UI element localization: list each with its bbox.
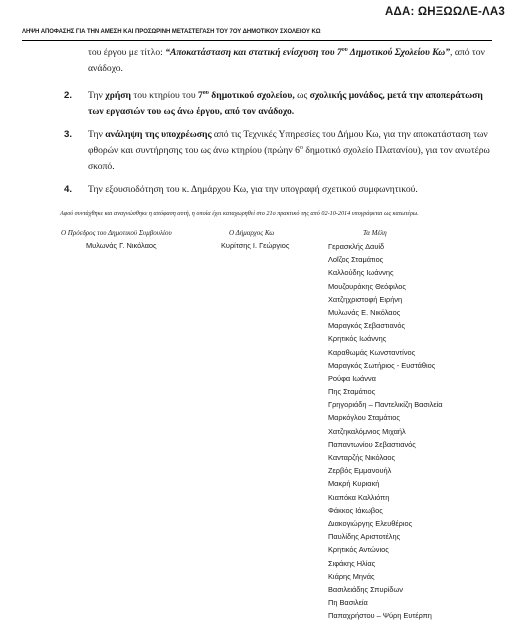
- member-name: Μυλωνάς Ε. Νικόλαος: [328, 307, 401, 317]
- member-name: Μαρκόγλου Σταμάτιος: [328, 413, 400, 423]
- president-title: Ο Πρόεδρος του Δημοτικού Συμβουλίου: [61, 229, 172, 237]
- item-3-number: 3.: [64, 129, 73, 140]
- member-name: Πης Σταμάτιος: [328, 387, 376, 397]
- item-4-text: Την εξουσιοδότηση του κ. Δημάρχου Κω, για την υπογραφή σχετικού συμφωνητικού.: [88, 184, 418, 195]
- member-name: Παπαντωνίου Σεβαστιανός: [328, 439, 416, 449]
- member-name: Γρηγοριάδη – Παντελικίζη Βασιλεία: [328, 400, 443, 410]
- decision-statement: Αφού συντάχθηκε και αναγνώσθηκε η απόφαση αυτή, η οποία έχει καταχωρηθεί στο 21ο πρακτικό της από 02-10-2014 υπογράφεται ως κατωτέρω.: [60, 210, 419, 217]
- member-name: Παυλίδης Αριστοτέλης: [328, 532, 401, 542]
- member-name: Καραθωμάς Κωνσταντίνος: [328, 347, 416, 357]
- member-name: Κιάρης Μηνάς: [328, 571, 375, 581]
- member-name: Γερασκλής Δαυίδ: [328, 242, 385, 251]
- item-3-c: από τις Τεχνικές Υπηρεσίες του Δήμου Κω, για την αποκατάσταση των φθορών και συντήρησης του ως άνω κτηρίου (πρώην 6: [88, 129, 488, 156]
- mayor-title: Ο Δήμαρχος Κω: [229, 229, 275, 237]
- member-name: Μουζουράκης Θεόφιλος: [328, 281, 406, 291]
- header-divider: [22, 40, 492, 41]
- member-name: Χατζηχριστοφή Ειρήνη: [328, 294, 403, 304]
- item-2-a: Την: [88, 90, 106, 101]
- item-1-suffix: , από τον ανάδοχο.: [88, 47, 485, 74]
- member-name: Διακογιώργης Ελευθέριος: [328, 518, 413, 528]
- item-2-d: ως: [294, 90, 310, 101]
- item-3-b: ανάληψη της υποχρέωσης: [105, 129, 212, 140]
- member-name: Ρούφα Ιωάννα: [328, 373, 376, 383]
- member-name: Παπαχρήστου – Ψύρη Ευτέρπη: [328, 611, 432, 621]
- document-header-title: ΛΗΨΗ ΑΠΟΦΑΣΗΣ ΓΙΑ ΤΗΝ ΑΜΕΣΗ ΚΑΙ ΠΡΟΣΩΡΙΝΗ ΜΕΤΑΣΤΕΓΑΣΗ ΤΟΥ 7ΟΥ ΔΗΜΟΤΙΚΟΥ ΣΧΟΛΕΙΟΥ ΚΩ: [22, 29, 321, 35]
- member-name: Κιαπόκα Καλλιόπη: [328, 492, 390, 502]
- item-2-number: 2.: [64, 90, 73, 101]
- item-1-sup: ου: [341, 46, 348, 53]
- item-2-b3: δημοτικού σχολείου,: [208, 90, 295, 101]
- member-name: Φάκκος Ιάκωβος: [328, 505, 383, 515]
- ada-code: ΑΔΑ: ΩΗΞΩΩΛΕ-ΛΑ3: [384, 6, 505, 18]
- member-name: Λοΐζος Σταμάτιος: [328, 255, 384, 265]
- member-name: Μαραγκός Σεβαστιανός: [328, 321, 406, 331]
- member-name: Βασιλειάδης Σπυρίδων: [328, 584, 403, 594]
- item-2-c: του κτηρίου του: [130, 90, 198, 101]
- member-name: Σιφάκης Ηλίας: [328, 558, 376, 568]
- item-3: [64, 127, 494, 175]
- member-name: Ζερβός Εμμανουήλ: [328, 466, 392, 476]
- members-list: [328, 240, 498, 622]
- item-2: [64, 88, 494, 120]
- president-name: Μυλωνάς Γ. Νικόλαος: [86, 241, 157, 250]
- item-1-title-a: “Αποκατάσταση και στατική ενίσχυση του 7: [165, 47, 342, 58]
- member-name: Μακρή Κυριακή: [328, 479, 380, 489]
- item-4: [64, 182, 494, 198]
- item-2-sup: ου: [202, 89, 209, 96]
- mayor-name: Κυρίτσης Ι. Γεώργιος: [221, 241, 290, 250]
- item-1: [64, 45, 494, 77]
- members-title: Τα Μέλη: [363, 229, 387, 237]
- item-3-sup: ο: [299, 144, 303, 151]
- member-name: Πη Βασιλεία: [328, 598, 368, 608]
- item-1-title-b: Δημοτικού Σχολείου Κω”: [347, 47, 451, 58]
- item-3-d: δημοτικό σχολείο Πλατανίου), για τον ανωτέρω σκοπό.: [88, 145, 490, 172]
- item-2-b4: σχολικής μονάδος, μετά την αποπεράτωση των εργασιών του ως άνω έργου, από τον ανάδοχο.: [88, 90, 483, 117]
- member-name: Καλλούδης Ιωάννης: [328, 268, 394, 278]
- item-3-a: Την: [88, 129, 106, 140]
- member-name: Κανταρζής Νικόλαος: [328, 453, 396, 462]
- member-name: Χατζηκαλόμνιος Μιχαήλ: [328, 426, 406, 436]
- member-name: Κρητικός Ιωάννης: [328, 334, 387, 344]
- member-name: Μαραγκός Σωτήριος - Ευστάθιος: [328, 360, 436, 370]
- member-name: Κρητικός Αντώνιος: [328, 545, 389, 555]
- item-2-b2: 7: [197, 90, 203, 101]
- item-2-b1: χρήση: [105, 90, 131, 101]
- item-1-prefix: του έργου με τίτλο:: [88, 47, 166, 58]
- item-4-number: 4.: [64, 184, 73, 195]
